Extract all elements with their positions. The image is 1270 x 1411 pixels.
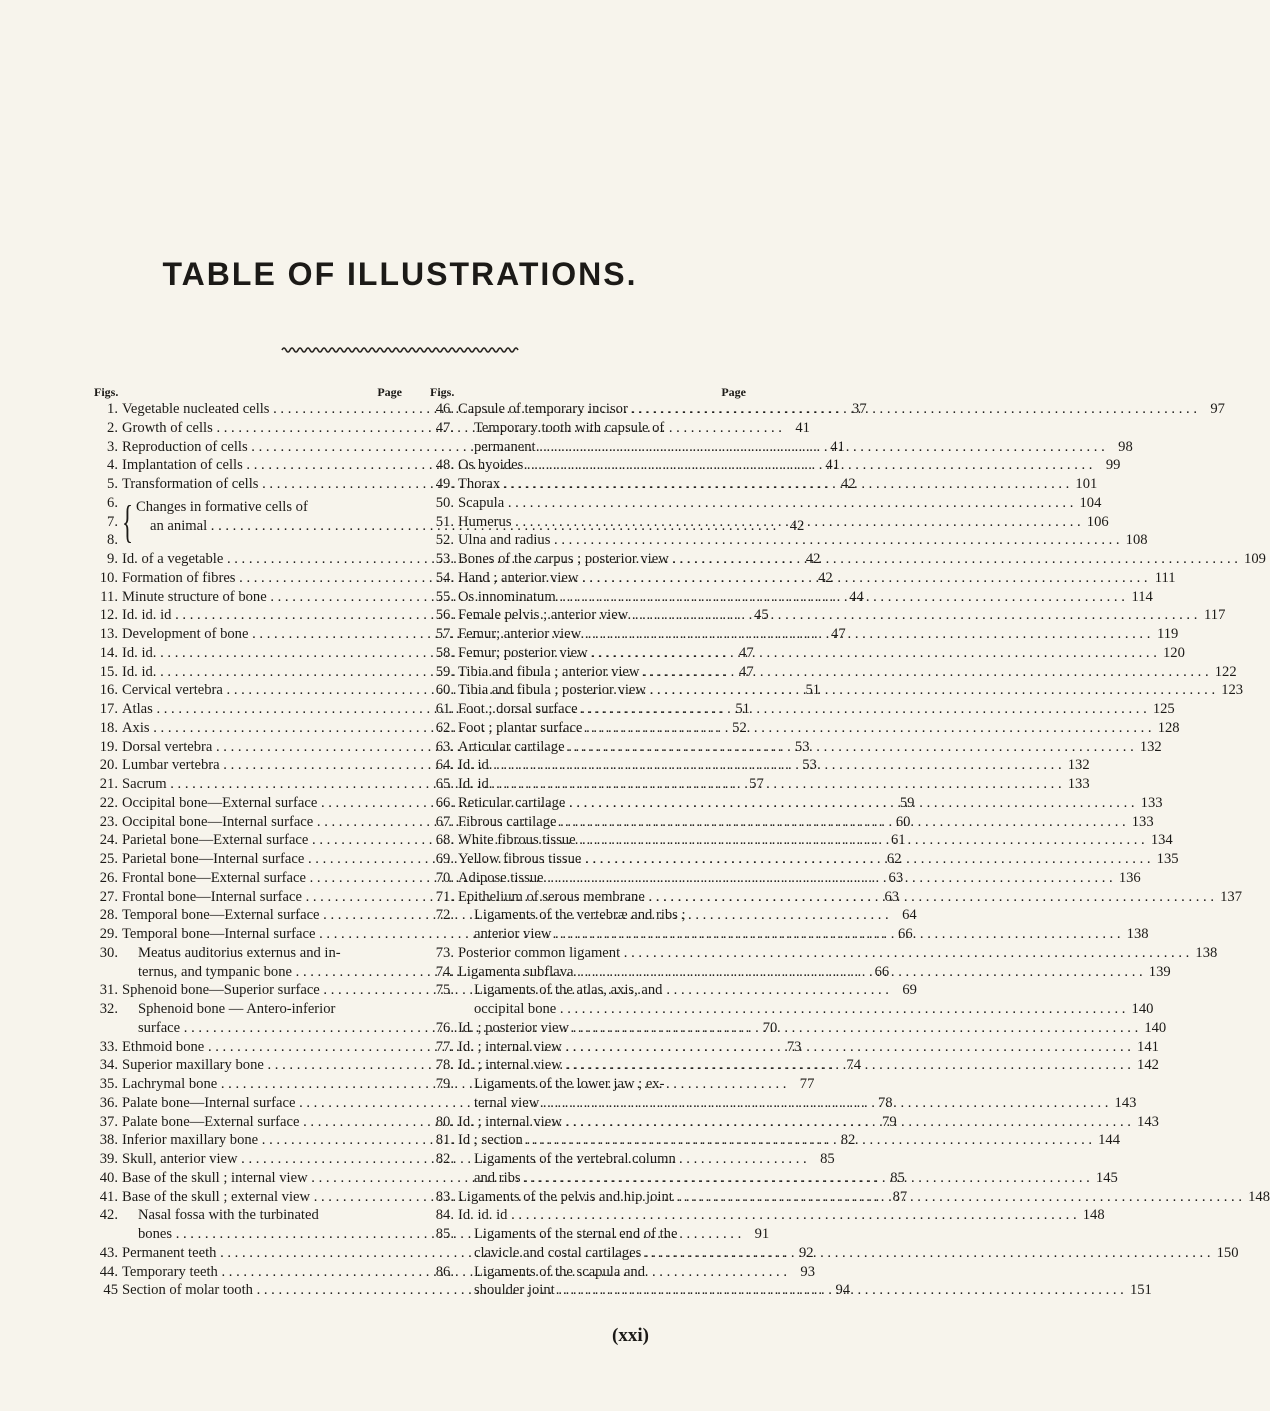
entry-page: 37 [852,401,867,417]
entry-page: 92 [798,1244,814,1261]
entry-page: 143 [1137,1113,1159,1130]
entry-page: 73 [786,1038,802,1055]
figs-header: Figs. [94,385,119,399]
entry-title: Temporary tooth with capsule of [474,419,665,436]
toc-entry [430,1150,746,1169]
entry-number: 59. [435,663,454,680]
entry-number: 27. [99,888,118,905]
entry-page: 145 [1095,1169,1118,1186]
entry-page: 128 [1157,719,1180,736]
entry-page: 132 [1067,757,1090,774]
entry-page: 134 [1150,832,1173,849]
entry-page: 123 [1221,682,1244,699]
entry-number: 40. [99,1169,118,1186]
ornamental-rule [282,346,518,354]
entry-title: Ligaments of the pelvis and hip joint . . . [458,1188,1242,1207]
entry-number: 13. [99,626,118,642]
entry-title: an animal . . . [136,517,776,536]
entry-page: 61 [890,832,906,849]
entry-number: 58. [435,644,454,661]
entry-title: Female pelvis ; anterior view . . . [458,606,1197,625]
entry-number: 4. [107,457,118,474]
entry-number: 67. [435,813,454,830]
entry-page: 132 [1139,738,1162,755]
entry-title: Ligaments of the vertebral column [474,1151,676,1167]
entry-page: 91 [754,1226,770,1242]
entry-number: 83. [435,1188,454,1205]
entry-page: 93 [800,1263,815,1280]
entry-title: Section of molar tooth . . . [122,1281,822,1300]
entry-page: 42 [818,569,833,586]
entry-number: 55. [435,588,454,605]
toc-entry [430,494,1102,513]
entry-page: 51 [735,701,750,717]
entry-title: Fibrous cartilage . . . [458,813,1126,832]
entry-page: 119 [1157,626,1179,642]
entry-page: 138 [1195,944,1218,961]
toc-entry [430,1075,746,1094]
entry-number: 6. [107,494,118,511]
entry-page: 142 [1137,1057,1159,1074]
entry-number: 60. [435,682,454,699]
entry-page: 85 [890,1169,905,1186]
figs-header: Figs. [430,385,455,399]
entry-title: Id. id. id . . . [122,606,741,625]
entry-title: Reticular cartilage . . . [458,794,1135,813]
entry-number: 8. [107,532,118,549]
entry-number: 36. [99,1094,118,1111]
entry-number: 23. [99,813,118,830]
entry-number: 18. [99,719,118,736]
entry-number: 45 [103,1282,118,1299]
entry-number: 9. [107,551,118,567]
entry-title: Bones of the carpus ; posterior view . . . [458,550,1238,569]
entry-page: 87 [892,1188,908,1205]
entry-title: Development of bone . . . [122,625,818,644]
entry-number: 10. [99,569,118,586]
entry-page: 138 [1126,926,1149,942]
toc-entry [430,1000,1154,1019]
entry-number: 11. [100,588,118,605]
entry-number: 26. [99,869,118,886]
entry-number: 53. [435,551,454,567]
entry-page: 111 [1154,569,1176,586]
entry-title: Frontal bone—External surface . . . [122,869,875,888]
entry-title: Id. id. . . . [122,663,726,682]
entry-page: 59 [899,794,915,811]
entry-page: 151 [1129,1282,1152,1299]
entry-page: 66 [874,963,890,980]
entry-page: 51 [805,682,821,699]
entry-title: Reproduction of cells . . . [122,438,817,457]
entry-number: 7. [107,513,118,530]
entry-title: clavicle and costal cartilages . . . [458,1244,1211,1263]
entry-number: 71. [435,888,454,905]
toc-entry [94,944,402,963]
entry-number: 19. [99,738,118,755]
entry-page: 148 [1248,1188,1270,1205]
entry-title: ternal view . . . [458,1094,1108,1113]
toc-entry [94,1206,402,1225]
entry-page: 42 [805,551,821,567]
toc-entry [430,981,746,1000]
entry-number: 54. [435,569,454,586]
entry-number: 42. [99,1207,118,1224]
toc-entry [430,944,1218,963]
entry-number: 33. [99,1038,118,1055]
entry-title: Growth of cells . . . [122,419,782,438]
entry-number: 47. [435,419,454,436]
entry-title: Ligamenta subflava . . . [458,963,1143,982]
entry-title: surface . . . [122,1019,749,1038]
toc-entry [430,1263,746,1282]
entry-page: 133 [1067,776,1090,792]
entry-page: 41 [830,438,845,455]
entry-page: 41 [795,419,810,436]
entry-title: Superior maxillary bone . . . [122,1056,833,1075]
entry-page: 41 [825,457,840,474]
entry-title: Occipital bone—Internal surface . . . [122,813,882,832]
entry-title: Skull, anterior view . . . [122,1150,807,1169]
entry-page: 63 [884,888,900,905]
entry-title: Cervical vertebra . . . [122,681,792,700]
entry-number: 15. [99,663,118,680]
entry-page: 143 [1114,1094,1137,1111]
entry-title: Axis . . . [122,719,719,738]
entry-number: 29. [99,926,118,942]
entry-title: Sphenoid bone — Antero-inferior [138,1001,336,1017]
entry-page: 136 [1118,869,1141,886]
entry-number: 66. [435,794,454,811]
entry-page: 101 [1075,476,1098,492]
column-header [94,382,402,400]
entry-number: 85. [435,1226,454,1242]
entry-page: 144 [1098,1132,1121,1149]
entry-page: 106 [1086,513,1109,530]
entry-title: Vegetable nucleated cells . . . [122,400,839,419]
entry-number: 39. [99,1151,118,1167]
entry-title: Base of the skull ; internal view . . . [122,1169,877,1188]
entry-number: 28. [99,907,118,924]
entry-title: Id. ; internal view . . . [458,1056,1131,1075]
entry-title: Articular cartilage . . . [458,738,1134,757]
entry-title: Ligaments of the sternal end of the [474,1226,678,1242]
entry-number: 84. [435,1207,454,1224]
entry-page: 42 [841,476,856,492]
entry-page: 97 [1210,401,1225,417]
entry-page: 64 [902,907,917,924]
entry-title: Id. id. . . . [458,775,1062,794]
toc-entry [430,700,1175,719]
entry-title: Parietal bone—Internal surface . . . [122,850,874,869]
entry-number: 61. [435,701,454,717]
entry-number: 69. [435,851,454,867]
entry-page: 74 [846,1057,862,1074]
entry-title: Capsule of temporary incisor . . . [458,400,1197,419]
entry-title: Transformation of cells . . . [122,475,828,494]
entry-title: Id ; section . . . [458,1131,1092,1150]
entry-title: Temporal bone—Internal surface . . . [122,925,885,944]
entry-number: 46. [435,401,454,417]
entry-number: 38. [99,1132,118,1149]
entry-title: Id. ; internal view . . . [458,1038,1131,1057]
entry-title: and ribs . . . [458,1169,1090,1188]
entry-title: Lachrymal bone . . . [122,1075,786,1094]
page-header: Page [721,385,746,399]
entry-page: 57 [749,776,764,792]
entry-title: Parietal bone—External surface . . . [122,831,878,850]
column-header [430,382,746,400]
toc-entry [430,531,1148,550]
entry-title: Id. id. . . . [458,756,1062,775]
entry-number: 32. [99,1001,118,1017]
entry-title: bones . . . [122,1225,741,1244]
entry-page: 122 [1214,663,1237,680]
entry-page: 69 [902,982,917,999]
entry-number: 35. [99,1076,118,1092]
entry-number: 21. [99,776,118,792]
entry-page: 82 [840,1132,856,1149]
entry-number: 64. [435,757,454,774]
entry-page: 140 [1131,1001,1154,1017]
entry-page: 62 [886,851,902,867]
entry-title: Frontal bone—Internal surface . . . [122,888,871,907]
entry-number: 44. [99,1263,118,1280]
entry-number: 3. [107,438,118,455]
entry-title: Base of the skull ; external view . . . [122,1188,879,1207]
page-number: (xxi) [612,1325,649,1346]
entry-number: 51. [435,513,454,530]
entry-page: 109 [1244,551,1266,567]
entry-page: 99 [1105,457,1121,474]
entry-title: Palate bone—Internal surface . . . [122,1094,865,1113]
entry-page: 125 [1152,701,1175,717]
entry-page: 52 [732,719,747,736]
entry-number: 52. [435,532,454,549]
entry-number: 14. [99,644,118,661]
entry-title: Temporal bone—External surface . . . [122,906,889,925]
entry-page: 133 [1131,813,1154,830]
brace-icon: { [122,495,134,547]
toc-entry [430,906,746,925]
entry-title: Ethmoid bone . . . [122,1038,773,1057]
entry-page: 53 [794,738,810,755]
toc-entry [430,419,746,438]
entry-page: 117 [1204,607,1226,624]
entry-title: occipital bone . . . [458,1000,1125,1019]
entry-title: Ligaments of the atlas, axis, and [474,982,663,999]
entry-title: permanent . . . [458,438,1105,457]
entry-title: shoulder joint . . . [458,1281,1124,1300]
entry-title: anterior view . . . [458,925,1121,944]
entry-number: 57. [435,626,454,642]
entry-title: Inferior maxillary bone . . . [122,1131,827,1150]
entry-page: 104 [1079,494,1102,511]
entry-page: 47 [831,626,846,642]
entry-title: White fibrous tissue . . . [458,831,1145,850]
entry-number: 25. [99,851,118,867]
entry-title: Palate bone—External surface . . . [122,1113,869,1132]
entry-number: 68. [435,832,454,849]
toc-entry [94,1000,402,1019]
entry-page: 78 [878,1094,893,1111]
entry-title: Permanent teeth . . . [122,1244,786,1263]
entry-title: Tibia and fibula ; anterior view . . . [458,663,1209,682]
entry-page: 114 [1131,588,1153,605]
entry-number: 76. [435,1019,454,1036]
entry-page: 70 [762,1019,778,1036]
entry-title: Femur; anterior view . . . [458,625,1150,644]
entry-title: Os hyoides . . . [458,456,1092,475]
page-header: Page [377,385,402,399]
toc-entry [430,1225,746,1244]
entry-page: 133 [1140,794,1163,811]
entry-title: Hand ; anterior view . . . [458,569,1148,588]
entry-number: 5. [107,476,118,492]
entry-title: Sacrum . . . [122,775,736,794]
entry-title: Id. id. id . . . [458,1206,1077,1225]
entry-page: 53 [802,757,817,774]
entry-title: ternus, and tympanic bone . . . [122,963,861,982]
entry-number: 30. [99,944,118,961]
entry-title: Atlas . . . [122,700,722,719]
entry-title: Ligaments of the vertebræ and ribs ; [474,907,686,924]
entry-page: 120 [1162,644,1185,661]
entry-number: 78. [435,1057,454,1074]
entry-page: 45 [754,607,769,624]
entry-title: Ulna and radius . . . [458,531,1120,550]
entry-title: Posterior common ligament . . . [458,944,1189,963]
entry-title: Tibia and fibula ; posterior view . . . [458,681,1215,700]
entry-title: Thorax . . . [458,475,1069,494]
entry-page: 150 [1216,1244,1239,1261]
entry-page: 94 [835,1282,851,1299]
entry-title: Id. ; internal view . . . [458,1113,1131,1132]
entry-page: 66 [898,926,913,942]
entry-page: 139 [1148,963,1171,980]
entry-title: Scapula . . . [458,494,1073,513]
entry-page: 77 [799,1076,815,1092]
entry-number: 56. [435,607,454,624]
entry-number: 63. [435,738,454,755]
entry-page: 141 [1137,1038,1159,1055]
entry-title: Femur; posterior view . . . [458,644,1157,663]
entry-number: 72. [435,907,454,924]
entry-number: 2. [107,419,118,436]
entry-page: 135 [1156,851,1179,867]
entry-number: 12. [99,607,118,624]
entry-page: 63 [888,869,904,886]
entry-title: Temporary teeth . . . [122,1263,787,1282]
entry-page: 42 [789,517,805,534]
entry-title: Occipital bone—External surface . . . [122,794,886,813]
entry-title: Changes in formative cells of [136,498,308,515]
entry-number: 70. [435,869,454,886]
entry-title: Nasal fossa with the turbinated [138,1207,319,1224]
entry-title: Formation of fibres . . . [122,569,805,588]
entry-number: 1. [107,401,118,417]
entry-number: 75. [435,982,454,999]
entry-page: 148 [1082,1207,1105,1224]
entry-number: 86. [435,1263,454,1280]
entry-number: 79. [435,1076,454,1092]
entry-page: 47 [739,644,754,661]
entry-number: 31. [99,982,118,999]
toc-entry [430,719,1180,738]
toc-entry [430,1206,1105,1225]
entry-title: Adipose tissue . . . [458,869,1113,888]
entry-title: Id. id. . . . [122,644,726,663]
entry-number: 20. [99,757,118,774]
entry-title: Yellow fibrous tissue . . . [458,850,1151,869]
entry-page: 47 [739,663,754,680]
entry-title: Meatus auditorius externus and in- [138,944,341,961]
entry-number: 82. [435,1151,454,1167]
entry-number: 37. [99,1113,118,1130]
entry-title: Epithelium of serous membrane . . . [458,888,1214,907]
entry-number: 16. [99,682,118,699]
entry-number: 73. [435,944,454,961]
entry-number: 24. [99,832,118,849]
entry-number: 77. [435,1038,454,1055]
entry-page: 85 [820,1151,835,1167]
entry-title: Os innominatum . . . [458,588,1125,607]
entry-number: 65. [435,776,454,792]
entry-title: Foot ; plantar surface . . . [458,719,1152,738]
entry-number: 17. [99,701,118,717]
entry-number: 81. [435,1132,454,1149]
entry-title: Id. ; posterior view . . . [458,1019,1138,1038]
entry-page: 79 [882,1113,897,1130]
entry-number: 34. [99,1057,118,1074]
entry-number: 48. [435,457,454,474]
entry-number: 41. [99,1188,118,1205]
entry-page: 60 [895,813,911,830]
entry-title: Minute structure of bone . . . [122,588,836,607]
entry-page: 98 [1118,438,1133,455]
entry-number: 22. [99,794,118,811]
entry-page: 44 [849,588,864,605]
entry-number: 43. [99,1244,118,1261]
entry-number: 49. [435,476,454,492]
entry-title: Sphenoid bone—Superior surface . . . [122,981,889,1000]
entry-title: Ligaments of the lower jaw ; ex- [474,1076,665,1092]
entry-title: Humerus . . . [458,513,1081,532]
entry-title: Id. of a vegetable . . . [122,550,792,569]
entry-page: 108 [1125,532,1148,549]
entry-number: 74. [435,963,454,980]
entry-title: Ligaments of the scapula and [474,1263,646,1280]
entry-number: 62. [435,719,454,736]
entry-number: 50. [435,494,454,511]
entry-title: Lumbar vertebra . . . [122,756,789,775]
entry-title: Implantation of cells . . . [122,456,812,475]
entry-page: 137 [1220,888,1242,905]
entry-title: Dorsal vertebra . . . [122,738,782,757]
page-title: TABLE OF ILLUSTRATIONS. [162,256,638,292]
entry-number: 80. [435,1113,454,1130]
entry-page: 140 [1144,1019,1167,1036]
entry-title: Foot ; dorsal surface . . . [458,700,1147,719]
